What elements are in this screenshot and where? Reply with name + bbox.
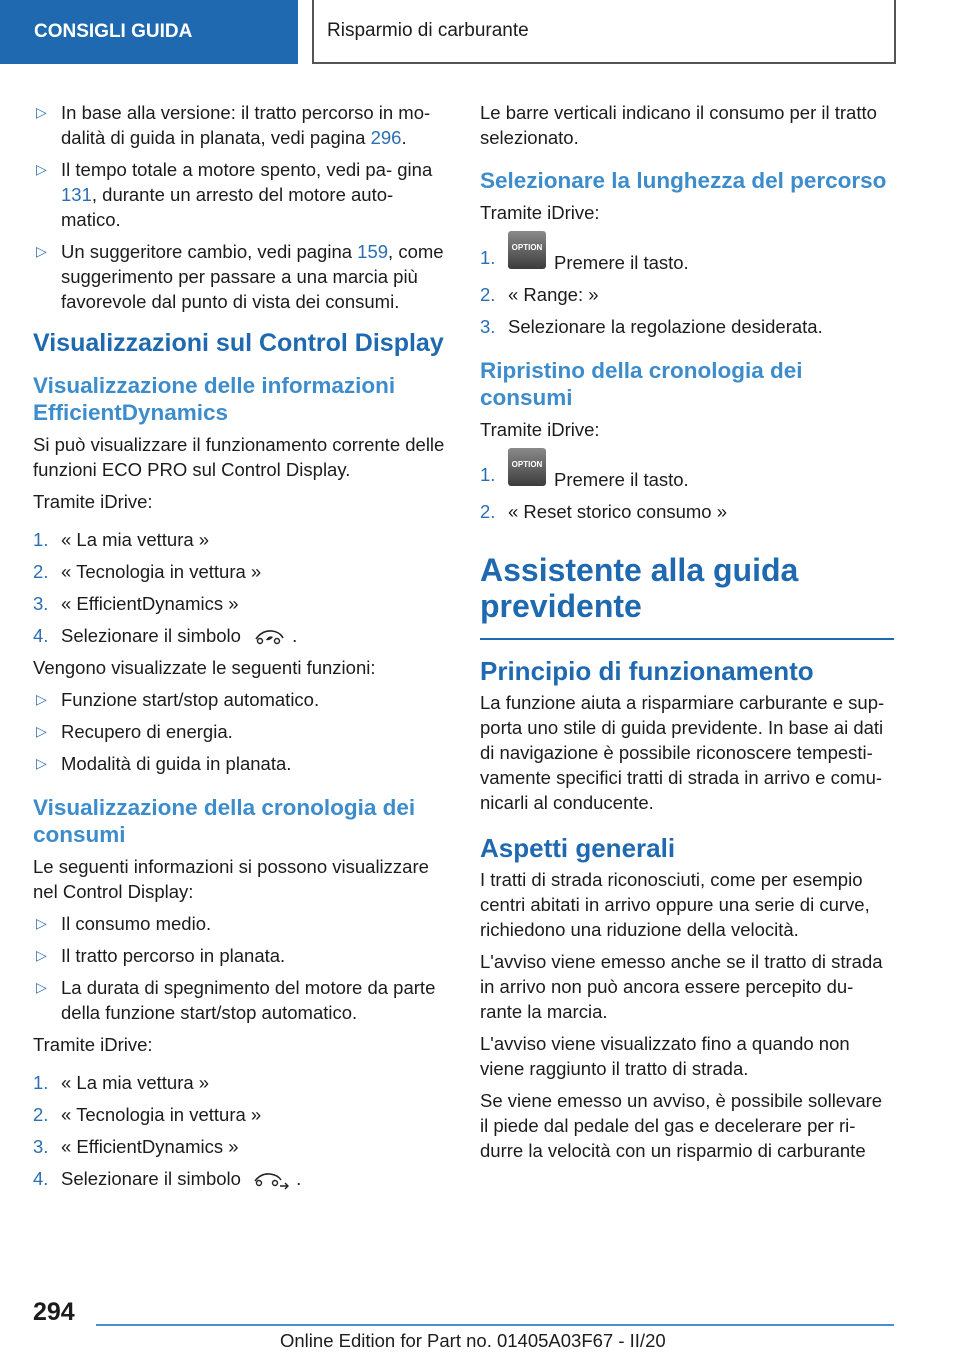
list-item: ▷ La durata di spegnimento del motore da parte della funzione start/stop automatico. <box>36 977 436 1023</box>
paragraph: Tramite iDrive: <box>33 1034 153 1055</box>
list-item: ▷ Il consumo medio. <box>36 913 212 934</box>
triangle-bullet-icon: ▷ <box>36 243 47 259</box>
paragraph: Tramite iDrive: <box>480 202 600 223</box>
step-item: 1. OPTIONPremere il tasto. <box>480 452 894 492</box>
paragraph: Tramite iDrive: <box>33 491 153 512</box>
step-item: 2. « Reset storico consumo » <box>480 501 728 522</box>
list-item: ▷ Un suggeritore cambio, vedi pagina 159, come suggerimento per passare a una marcia più favorevole dal punto di vista dei consumi. <box>36 241 444 312</box>
paragraph: Le seguenti informazioni si possono visualizzare nel Control Display: <box>33 856 429 902</box>
page-link[interactable]: 159 <box>357 241 389 262</box>
paragraph: La funzione aiuta a risparmiare carburante e sup- porta uno stile di guida previdente. In base ai dati di navigazione è possibile riconoscere tempesti- vamente specifici tratti di strada in arrivo e comu- nicarli al conducente. <box>480 692 885 813</box>
page-link[interactable]: 131 <box>61 184 92 205</box>
list-item: ▷ Funzione start/stop automatico. <box>36 689 320 710</box>
step-item: 4. Selezionare il simbolo . <box>33 1168 302 1189</box>
left-column <box>33 100 453 1198</box>
eco-car-history-icon <box>252 1170 290 1190</box>
section-label: CONSIGLI GUIDA <box>34 21 193 42</box>
eco-car-leaf-icon <box>252 627 286 647</box>
list-item: ▷ In base alla versione: il tratto percorso in mo- dalità di guida in planata, vedi pagina 296. <box>36 102 431 148</box>
triangle-bullet-icon: ▷ <box>36 755 47 771</box>
step-item: 3. Selezionare la regolazione desiderata. <box>480 316 823 337</box>
step-item: 4. Selezionare il simbolo . <box>33 625 298 646</box>
heading-principle: Principio di funzionamento <box>480 656 814 686</box>
heading-predictive-assistant: Assistente alla guida previdente <box>480 552 799 624</box>
list-item: ▷ Il tratto percorso in planata. <box>36 945 286 966</box>
paragraph: Vengono visualizzate le seguenti funzioni: <box>33 657 376 678</box>
list-item: ▷ Modalità di guida in planata. <box>36 753 292 774</box>
heading-route-length: Selezionare la lunghezza del percorso <box>480 168 887 193</box>
step-item: 1. OPTIONPremere il tasto. <box>480 235 894 275</box>
list-item: ▷ Il tempo totale a motore spento, vedi pa- gina 131, durante un arresto del motore auto- matico. <box>36 159 433 230</box>
step-item: 2. « Range: » <box>480 284 599 305</box>
paragraph: L'avviso viene visualizzato fino a quando non viene raggiunto il tratto di strada. <box>480 1033 850 1079</box>
paragraph: Le barre verticali indicano il consumo per il tratto selezionato. <box>480 102 877 148</box>
triangle-bullet-icon: ▷ <box>36 979 47 995</box>
heading-reset-history: Ripristino della cronologia dei consumi <box>480 358 803 410</box>
triangle-bullet-icon: ▷ <box>36 947 47 963</box>
edition-note: Online Edition for Part no. 01405A03F67 - II/20 <box>280 1330 666 1351</box>
page-link[interactable]: 296 <box>370 127 402 148</box>
step-item: 3. « EfficientDynamics » <box>33 593 239 614</box>
heading-control-display: Visualizzazioni sul Control Display <box>33 329 444 357</box>
option-button-icon: OPTION <box>508 448 546 486</box>
heading-efficientdynamics-info: Visualizzazione delle informazioni EfficientDynamics <box>33 373 396 425</box>
paragraph: Tramite iDrive: <box>480 419 600 440</box>
paragraph: Se viene emesso un avviso, è possibile sollevare il piede dal pedale del gas e decelerare per ri- durre la velocità con un risparmio di carburante <box>480 1090 883 1161</box>
triangle-bullet-icon: ▷ <box>36 161 47 177</box>
heading-general: Aspetti generali <box>480 833 676 863</box>
right-column <box>480 100 894 1170</box>
paragraph: I tratti di strada riconosciuti, come per esempio centri abitati in arrivo oppure una serie di curve, richiedono una riduzione della velocità. <box>480 869 870 940</box>
step-item: 2. « Tecnologia in vettura » <box>33 1104 262 1125</box>
footer-rule <box>96 1324 894 1326</box>
heading-rule <box>480 634 894 640</box>
step-item: 3. « EfficientDynamics » <box>33 1136 239 1157</box>
step-item: 2. « Tecnologia in vettura » <box>33 561 262 582</box>
triangle-bullet-icon: ▷ <box>36 691 47 707</box>
list-item: ▷ Recupero di energia. <box>36 721 233 742</box>
section-tab <box>0 0 298 64</box>
paragraph: L'avviso viene emesso anche se il tratto di strada in arrivo non può ancora essere percepito du- rante la marcia. <box>480 951 883 1022</box>
paragraph: Si può visualizzare il funzionamento corrente delle funzioni ECO PRO sul Control Display. <box>33 434 445 480</box>
triangle-bullet-icon: ▷ <box>36 915 47 931</box>
step-item: 1. « La mia vettura » <box>33 529 210 550</box>
step-item: 1. « La mia vettura » <box>33 1072 210 1093</box>
heading-consumption-history: Visualizzazione della cronologia dei consumi <box>33 795 416 847</box>
triangle-bullet-icon: ▷ <box>36 104 47 120</box>
chapter-title-box <box>312 0 896 64</box>
page-number: 294 <box>33 1298 75 1326</box>
chapter-title: Risparmio di carburante <box>327 20 529 41</box>
option-button-icon: OPTION <box>508 231 546 269</box>
triangle-bullet-icon: ▷ <box>36 723 47 739</box>
